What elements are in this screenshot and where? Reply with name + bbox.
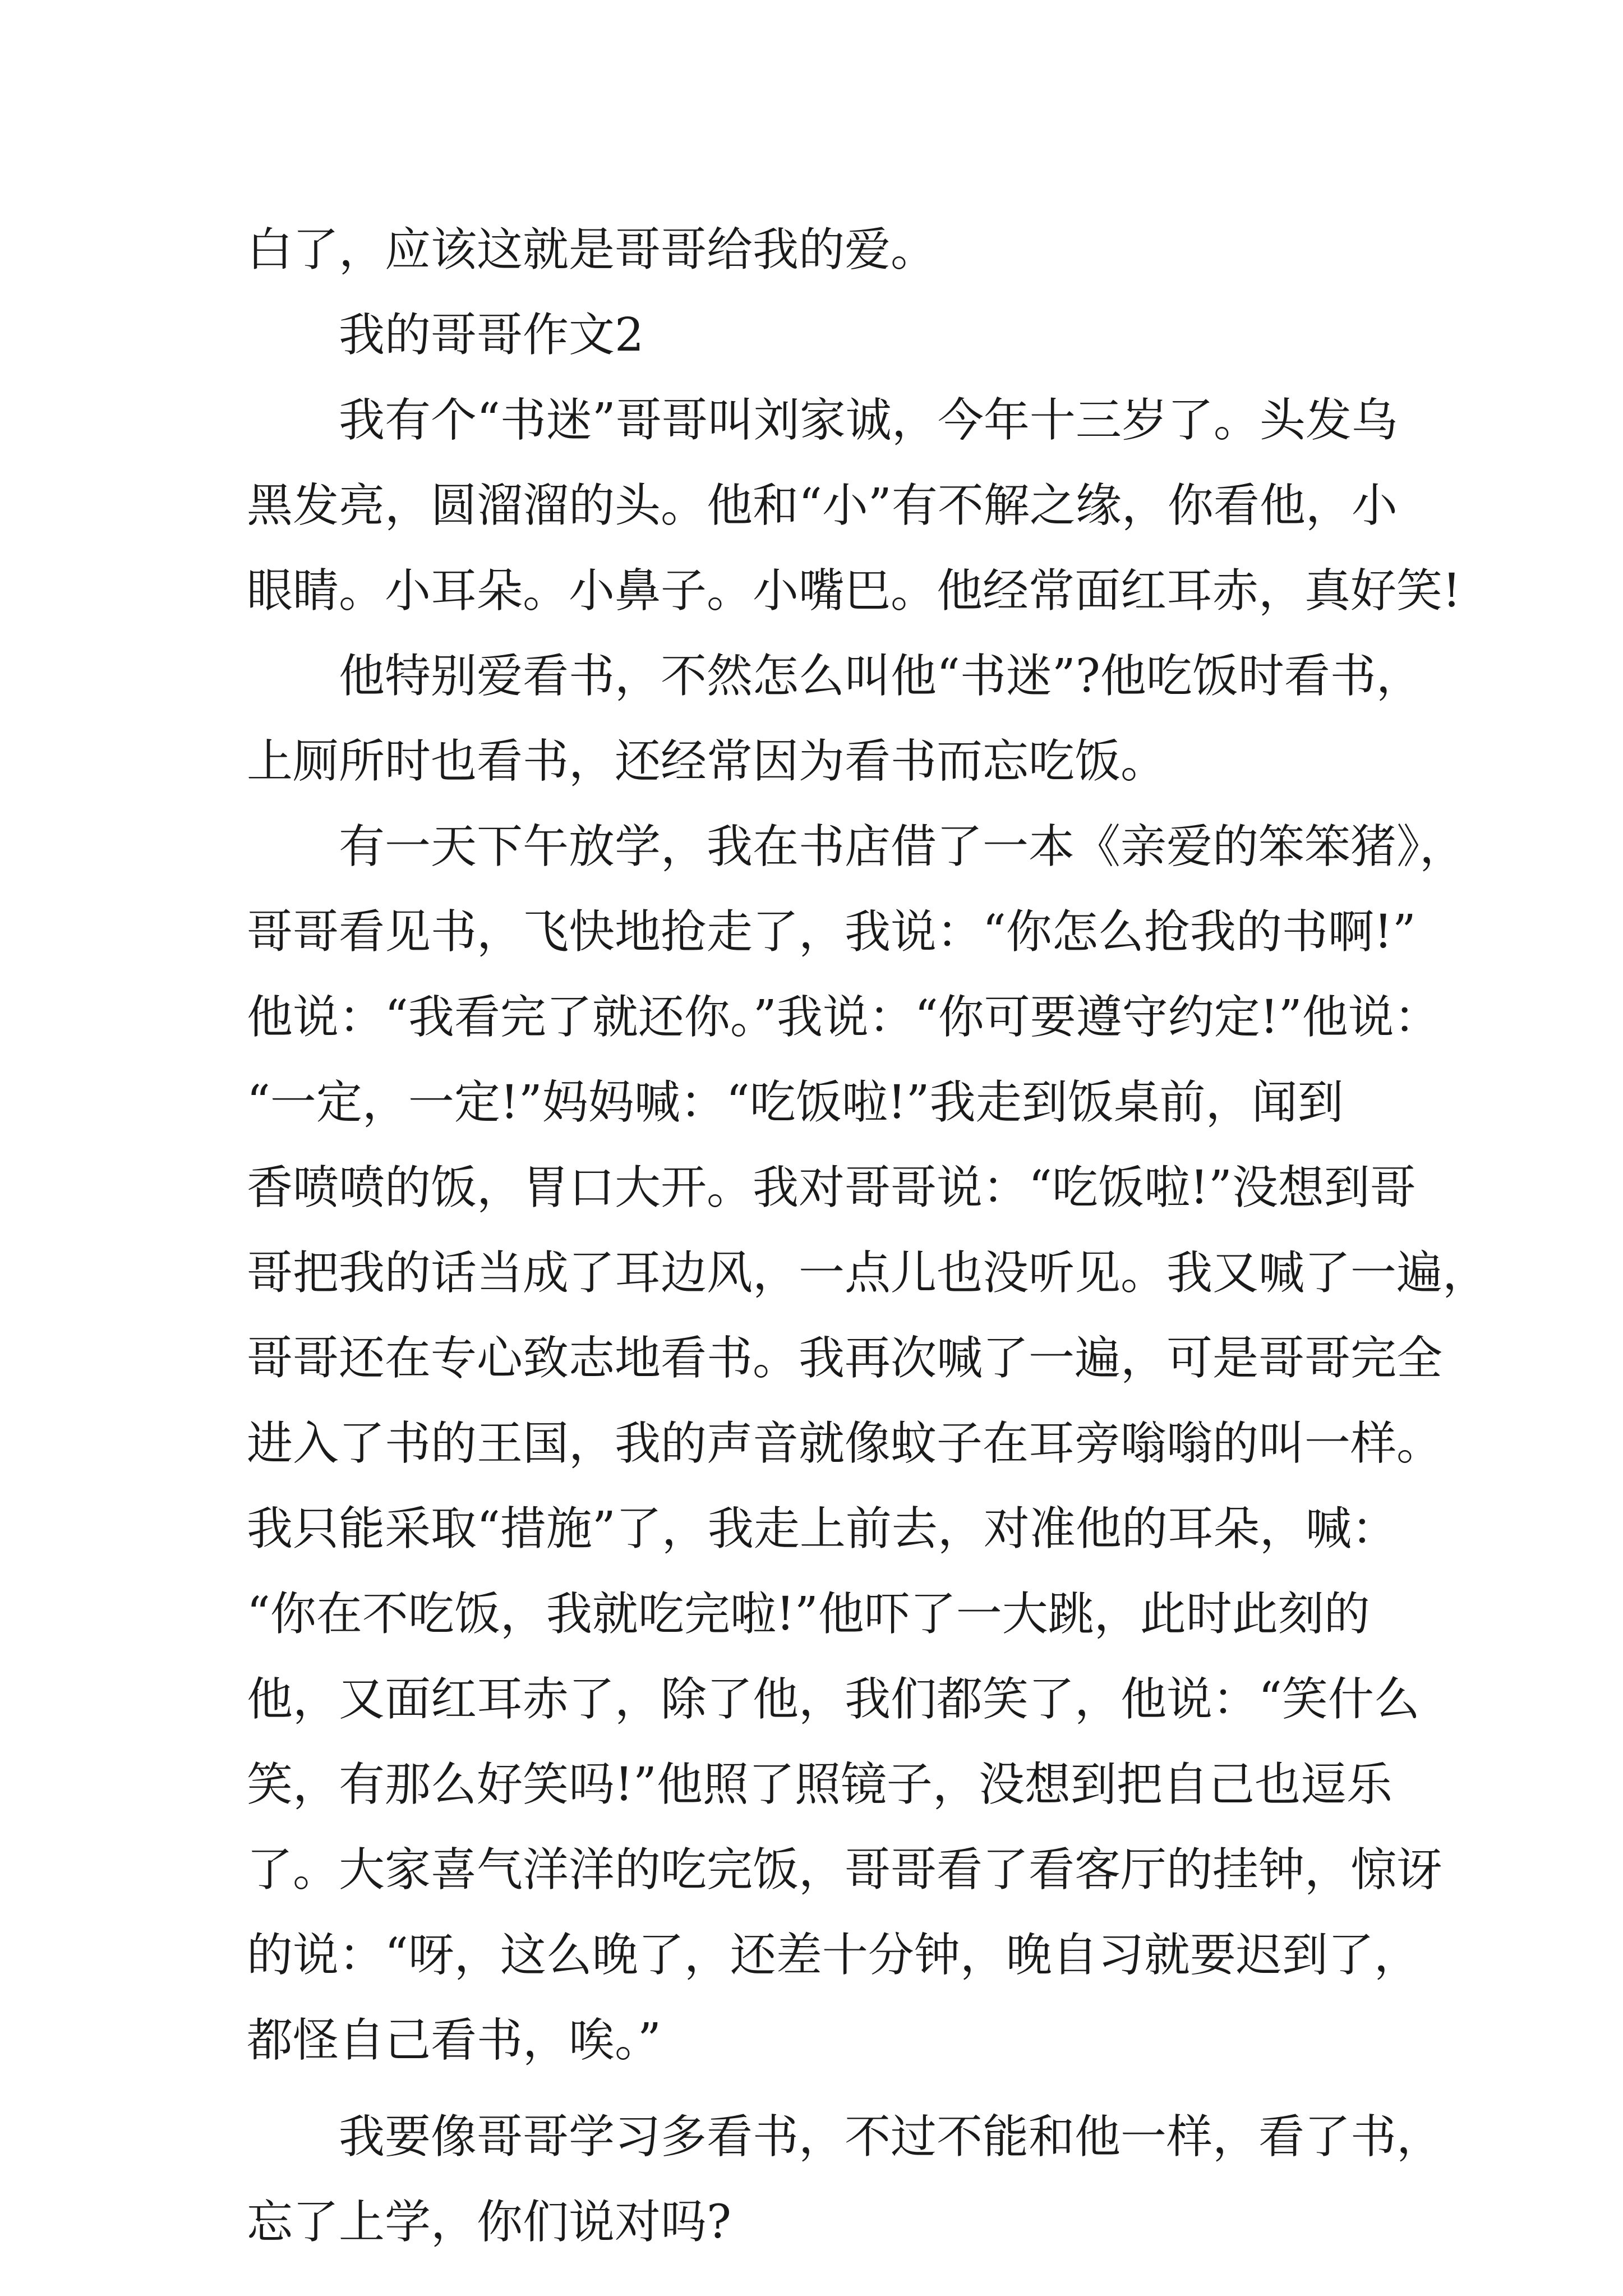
text-line: 忘了上学，你们说对吗? [247, 2196, 731, 2249]
text-line: 我只能采取“措施”了，我走上前去，对准他的耳朵，喊： [247, 1502, 1398, 1556]
text-line: 白了，应该这就是哥哥给我的爱。 [247, 223, 937, 277]
text-line: “一定，一定!”妈妈喊：“吃饭啦!”我走到饭桌前，闻到 [247, 1076, 1344, 1129]
section-title: 我的哥哥作文2 [339, 309, 644, 362]
text-line: 笑，有那么好笑吗!”他照了照镜子，没想到把自己也逗乐 [247, 1758, 1393, 1811]
text-line: “你在不吃饭，我就吃完啦!”他吓了一大跳，此时此刻的 [247, 1588, 1370, 1641]
text-line: 香喷喷的饭，胃口大开。我对哥哥说：“吃饭啦!”没想到哥 [247, 1161, 1416, 1214]
text-line: 哥把我的话当成了耳边风，一点儿也没听见。我又喊了一遍， [247, 1246, 1489, 1300]
text-line: 眼睛。小耳朵。小鼻子。小嘴巴。他经常面红耳赤，真好笑! [247, 564, 1461, 618]
text-line: 他特别爱看书，不然怎么叫他“书迷”?他吃饭时看书， [339, 650, 1422, 703]
text-line: 我要像哥哥学习多看书，不过不能和他一样，看了书， [339, 2110, 1443, 2164]
text-line: 哥哥看见书，飞快地抢走了，我说：“你怎么抢我的书啊!” [247, 905, 1416, 959]
text-line: 有一天下午放学，我在书店借了一本《亲爱的笨笨猪》， [339, 820, 1466, 873]
text-line: 我有个“书迷”哥哥叫刘家诚，今年十三岁了。头发乌 [339, 394, 1398, 447]
text-line: 进入了书的王国，我的声音就像蚊子在耳旁嗡嗡的叫一样。 [247, 1417, 1443, 1470]
text-line: 上厕所时也看书，还经常因为看书而忘吃饭。 [247, 735, 1167, 788]
text-line: 哥哥还在专心致志地看书。我再次喊了一遍，可是哥哥完全 [247, 1332, 1443, 1385]
text-line: 的说：“呀，这么晚了，还差十分钟，晚自习就要迟到了， [247, 1929, 1420, 1982]
text-line: 都怪自己看书，唉。” [247, 2014, 661, 2067]
text-line: 黑发亮，圆溜溜的头。他和“小”有不解之缘，你看他，小 [247, 479, 1398, 532]
text-line: 他，又面红耳赤了，除了他，我们都笑了，他说：“笑什么 [247, 1673, 1420, 1726]
text-line: 他说：“我看完了就还你。”我说：“你可要遵守约定!”他说： [247, 991, 1440, 1044]
essay-body [247, 208, 1489, 2265]
text-line: 了。大家喜气洋洋的吃完饭，哥哥看了看客厅的挂钟，惊讶 [247, 1843, 1443, 1897]
